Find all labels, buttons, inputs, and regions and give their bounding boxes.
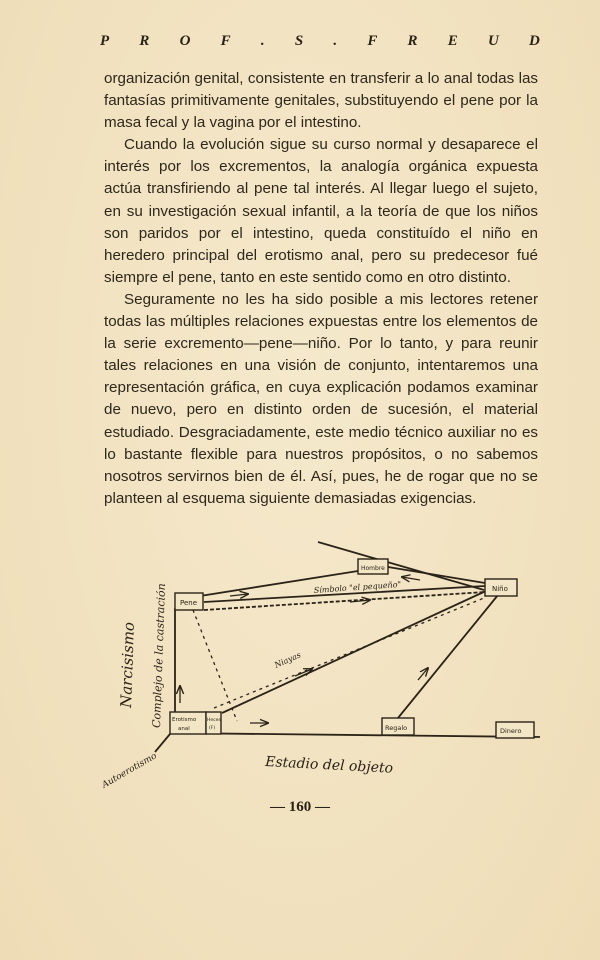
running-head-letter: .: [333, 33, 338, 49]
paragraph: Cuando la evolución sigue su curso normal y desaparece el interés por los excrementos, la analogía orgánica expuesta actúa transfiriendo al pene tal interés. Al llegar luego el sujeto, en su investigación sexual infantil, a la teoría de que los niños son paridos por el intestino, queda constituído el niño en heredero principal del erotismo anal, pero su predecesor fué siempre el pene, tanto en este sentido como en otro distinto.: [104, 136, 538, 286]
dinero-label: Dinero: [500, 727, 522, 735]
running-head-letter: D: [529, 33, 540, 49]
heces-box: [206, 712, 221, 734]
running-head-letter: .: [260, 33, 265, 49]
estadio-label: Estadio del objeto: [264, 754, 394, 777]
erotismo-nino-dashed: [214, 598, 484, 708]
simbolo-label: Símbolo "el pequeño": [313, 579, 402, 595]
autoerotismo-label: Autoerotismo: [100, 751, 159, 791]
running-head-letter: R: [139, 33, 150, 49]
running-head-letter: F: [367, 33, 378, 49]
pene-label: Pene: [180, 599, 198, 607]
running-head-letter: P: [100, 33, 110, 49]
niayas-label: Niayas: [273, 650, 303, 670]
hombre-label: Hombre: [361, 565, 385, 572]
nino-box: [485, 579, 517, 596]
pene-box: [175, 593, 203, 610]
heces-label-2: (F): [209, 726, 216, 731]
hombre-nino-line: [388, 567, 485, 583]
regalo-nino-line: [398, 595, 498, 718]
erotismo-label-2: anal: [178, 726, 190, 732]
arrow: [402, 577, 420, 580]
dinero-box: [496, 722, 534, 738]
heces-label-1: Heces: [207, 718, 221, 723]
pene-dashed-diagonal: [193, 610, 237, 721]
regalo-box: [382, 718, 414, 735]
running-head: [100, 33, 540, 50]
complejo-label: Complejo de la castración: [150, 583, 169, 729]
narcisismo-label: Narcisismo: [117, 621, 138, 709]
hombre-box: [358, 559, 388, 574]
running-head-letter: R: [407, 33, 418, 49]
page-number: — 160 —: [270, 799, 330, 815]
erotismo-nino-line: [222, 590, 488, 713]
running-head-letter: F: [220, 33, 231, 49]
arrow: [230, 594, 248, 596]
object-stage-line: [170, 733, 540, 737]
running-head-letter: O: [179, 33, 191, 49]
nino-label: Niño: [492, 585, 508, 593]
erotismo-label-1: Erotismo: [172, 717, 197, 723]
body-text: [104, 68, 538, 510]
running-head-letter: S: [294, 33, 304, 49]
running-head-letter: U: [487, 33, 499, 49]
regalo-label: Regalo: [385, 724, 408, 732]
arrow: [418, 668, 428, 680]
running-head-letter: E: [447, 33, 458, 49]
paragraph: Seguramente no les ha sido posible a mis lectores retener todas las múltiples relaciones expuestas entre los elementos de la serie excremento—pene—niño. Por lo tanto, y para reunir tales relaciones en una visión de conjunto, intentaremos una representación gráfica, en cuya explicación podamos examinar de nuevo, pero en distinto orden de sucesión, el material estudiado. Desgraciadamente, este medio técnico auxiliar no es lo bastante flexible para nuestros propósitos, o no sabemos nosotros servirnos bien de él. Así, pues, he de rogar que no se planteen al esquema siguiente demasiadas exigencias.: [104, 290, 538, 507]
erotismo-box: [170, 712, 206, 734]
autoerotism-line: [155, 734, 170, 752]
paragraph: organización genital, consistente en transferir a lo anal todas las fantasías primitivamente genitales, substituyendo el pene por la masa fecal y la vagina por el intestino.: [104, 70, 538, 132]
schema-diagram: [100, 538, 540, 808]
